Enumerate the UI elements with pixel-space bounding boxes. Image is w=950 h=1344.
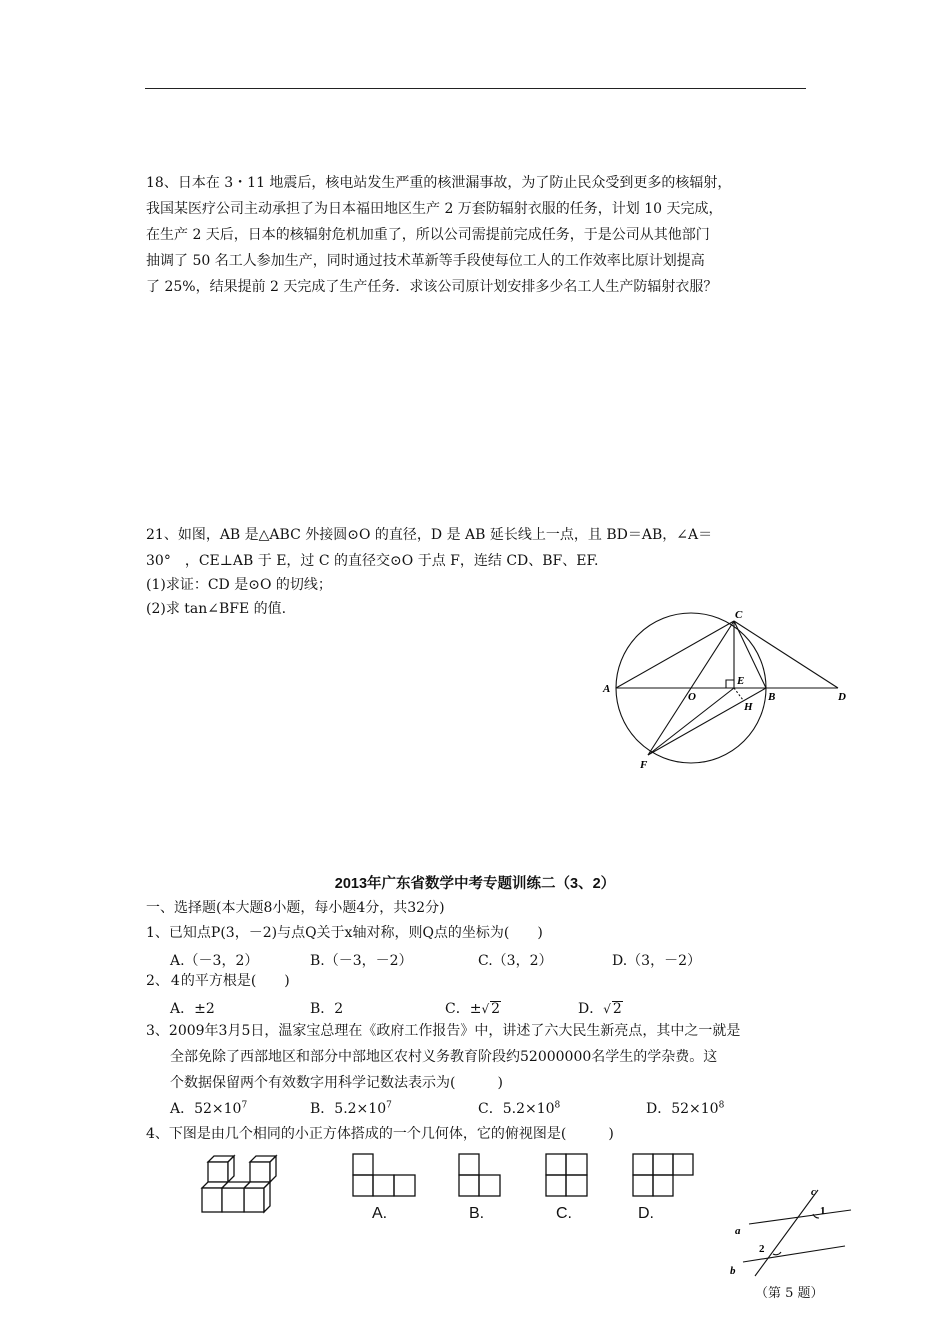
line-a bbox=[749, 1210, 851, 1224]
q3-option-a bbox=[170, 1098, 247, 1118]
q3-option-a-exp: 7 bbox=[241, 1100, 248, 1111]
label-b: B bbox=[768, 691, 776, 703]
q1-option-d: D.（3，－2） bbox=[612, 953, 701, 969]
q3-option-c-exp: 8 bbox=[554, 1100, 561, 1111]
label-c: C bbox=[735, 609, 743, 621]
q3-option-b bbox=[310, 1098, 392, 1118]
q5-label-a: a bbox=[735, 1225, 741, 1237]
q3-option-c-base: C．5.2×10 bbox=[478, 1101, 555, 1117]
q3-option-b-exp: 7 bbox=[386, 1100, 392, 1111]
q3-option-c bbox=[478, 1098, 560, 1118]
question-18 bbox=[146, 172, 806, 298]
right-angle-mark bbox=[726, 680, 734, 688]
q1-option-a: A.（－3，2） bbox=[170, 953, 259, 969]
q18-line-4: 抽调了 50 名工人参加生产，同时通过技术革新等手段使每位工人的工作效率比原计划提高 bbox=[146, 253, 705, 269]
q4-stem: 4、下图是由几个相同的小正方体搭成的一个几何体，它的俯视图是( ) bbox=[146, 1126, 614, 1142]
label-e: E bbox=[737, 675, 745, 687]
line-eh bbox=[734, 688, 743, 700]
q2-stem: 2、 4的平方根是( ) bbox=[146, 973, 290, 989]
q5-figure-caption: （第 5 题） bbox=[755, 1286, 824, 1301]
label-f: F bbox=[640, 759, 648, 770]
q2-option-d-radicand: 2 bbox=[612, 1001, 622, 1017]
q5-parallel-lines-figure bbox=[725, 1182, 860, 1282]
q4-option-a-figure bbox=[352, 1153, 416, 1197]
q18-line-2: 我国某医疗公司主动承担了为日本福田地区生产 2 万套防辐射衣服的任务，计划 10 天完成， bbox=[146, 201, 723, 217]
q21-part-1: (1)求证：CD 是⊙O 的切线； bbox=[146, 577, 332, 593]
q4-option-a-label: A. bbox=[372, 1205, 388, 1222]
line-ac bbox=[616, 621, 734, 688]
q4-option-d-label: D. bbox=[638, 1205, 654, 1222]
q4-option-b-label: B. bbox=[469, 1205, 485, 1222]
q3-line-1: 3、2009年3月5日，温家宝总理在《政府工作报告》中，讲述了六大民生新亮点，其中之一就是 bbox=[146, 1023, 741, 1039]
q4-option-c-figure bbox=[545, 1153, 589, 1197]
q5-label-1: 1 bbox=[820, 1205, 826, 1217]
question-21 bbox=[146, 524, 806, 620]
q1-option-c: C.（3，2） bbox=[478, 953, 553, 969]
q3-option-a-base: A．52×10 bbox=[170, 1101, 242, 1117]
q4-option-b-figure bbox=[458, 1153, 502, 1197]
q2-stem-rest: 的平方根是( ) bbox=[180, 973, 290, 989]
q4-option-c-label: C. bbox=[556, 1205, 572, 1222]
line-c bbox=[755, 1190, 818, 1276]
q2-option-d-prefix: D． bbox=[578, 1001, 604, 1017]
q18-line-5: 了 25%，结果提前 2 天完成了生产任务．求该公司原计划安排多少名工人生产防辐射衣服？ bbox=[146, 279, 718, 295]
q18-line-1: 18、日本在 3・11 地震后，核电站发生严重的核泄漏事故，为了防止民众受到更多的核辐射， bbox=[146, 175, 732, 191]
q5-label-2: 2 bbox=[759, 1243, 765, 1255]
q4-option-d-figure bbox=[632, 1153, 694, 1197]
q5-label-b: b bbox=[730, 1265, 736, 1277]
q3-option-d-base: D．52×10 bbox=[646, 1101, 719, 1117]
q2-option-c-prefix: C．± bbox=[445, 1001, 482, 1017]
q1-stem: 1、已知点P(3，－2)与点Q关于x轴对称，则Q点的坐标为( ) bbox=[146, 925, 543, 941]
section-heading: 一、选择题(本大题8小题，每小题4分，共32分) bbox=[146, 900, 445, 916]
label-d: D bbox=[838, 691, 846, 703]
q3-option-d-exp: 8 bbox=[718, 1100, 725, 1111]
label-o: O bbox=[688, 691, 696, 703]
q3-line-3: 个数据保留两个有效数字用科学记数法表示为( ) bbox=[170, 1075, 503, 1091]
q18-line-3: 在生产 2 天后，日本的核辐射危机加重了，所以公司需提前完成任务，于是公司从其他部门 bbox=[146, 227, 710, 243]
q21-line-2: 30° ，CE⊥AB 于 E，过 C 的直径交⊙O 于点 F，连结 CD、BF、EF. bbox=[146, 553, 599, 569]
q3-option-b-base: B．5.2×10 bbox=[310, 1101, 387, 1117]
q2-option-b: B．2 bbox=[310, 1001, 344, 1017]
header-rule bbox=[145, 88, 806, 89]
q3-option-d bbox=[646, 1098, 724, 1118]
q2-option-d: D．√ 2 bbox=[578, 1001, 622, 1017]
q3-line-2: 全部免除了西部地区和部分中部地区农村义务教育阶段约52000000名学生的学杂费。这 bbox=[170, 1049, 718, 1065]
angle-2-arc bbox=[773, 1252, 781, 1255]
q2-radicand: 4 bbox=[170, 973, 180, 989]
q2-option-a: A．±2 bbox=[170, 1001, 215, 1017]
q2-option-c-radicand: 2 bbox=[491, 1001, 501, 1017]
q21-line-1: 21、如图，AB 是△ABC 外接圆⊙O 的直径，D 是 AB 延长线上一点，且 BD＝AB，∠A＝ bbox=[146, 527, 713, 543]
section-title: 2013年广东省数学中考专题训练二（3、2） bbox=[334, 876, 616, 892]
q1-option-b: B.（－3，－2） bbox=[310, 953, 413, 969]
q4-cube-solid-figure bbox=[196, 1152, 282, 1218]
line-fb bbox=[648, 688, 766, 755]
label-h: H bbox=[744, 701, 753, 713]
q5-label-c: c bbox=[811, 1186, 816, 1198]
q21-part-2: (2)求 tan∠BFE 的值. bbox=[146, 601, 287, 617]
q21-circle-figure bbox=[598, 608, 858, 770]
q2-option-c: C．±√ 2 bbox=[445, 1001, 501, 1017]
label-a: A bbox=[603, 683, 611, 695]
